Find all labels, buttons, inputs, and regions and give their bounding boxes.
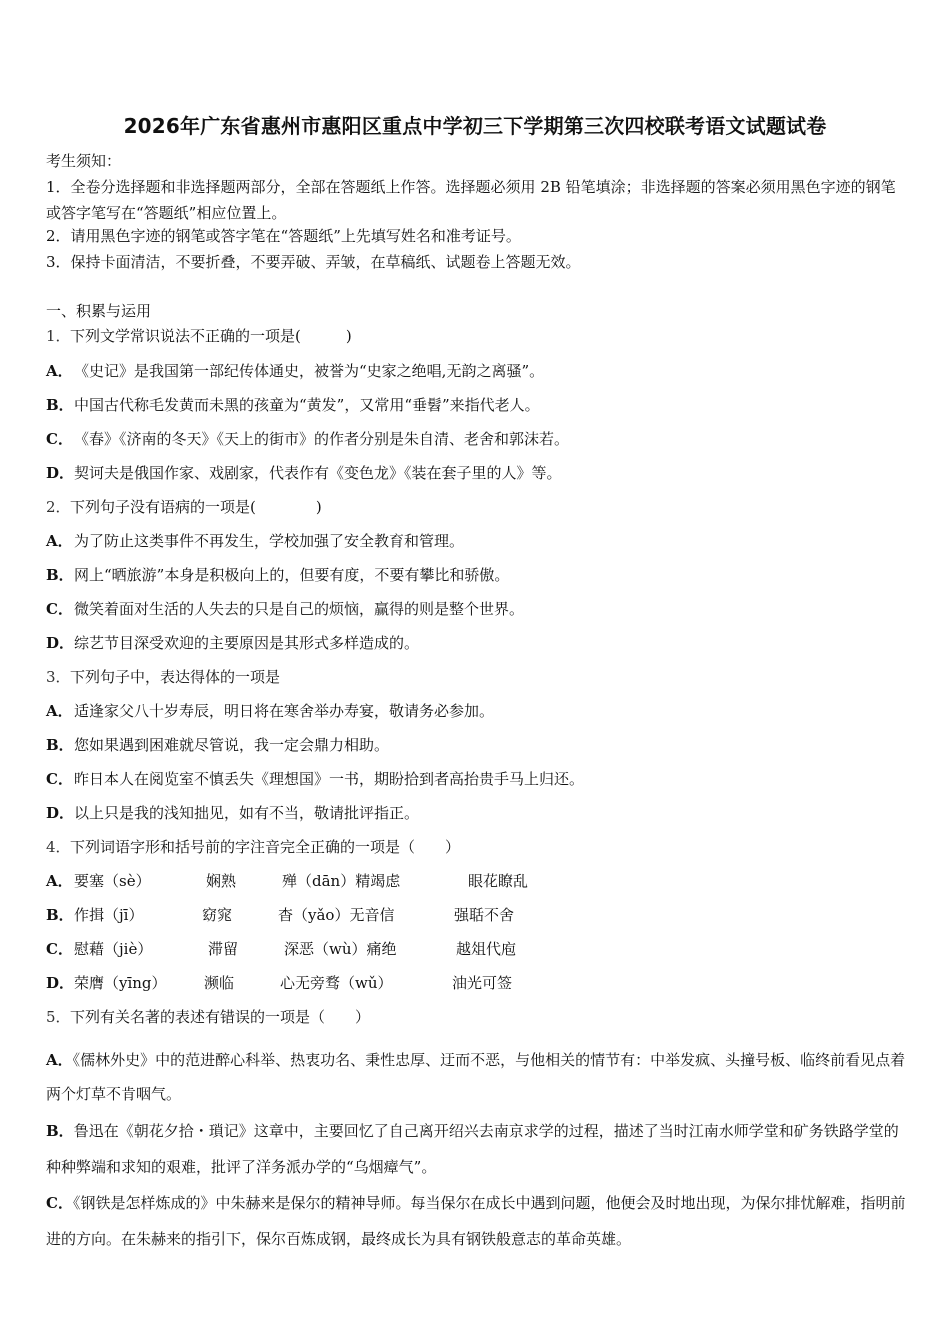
question-number: 5．	[46, 1008, 71, 1026]
question-text: 下列句子没有语病的一项是( )	[70, 498, 322, 516]
option-text: 鲁迅在《朝花夕拾・瑣记》这章中，主要回忆了自己离开绍兴去南京求学的过程，描述了当时江南水师学堂和矿务铁路学堂的种种弊端和求知的艰难，批评了洋务派办学的“乌烟瘴气”。	[46, 1122, 899, 1176]
option-text: 您如果遇到困难就尽管说，我一定会鼎力相助。	[74, 736, 390, 754]
question-3-option-d	[46, 804, 908, 822]
option-label: A．	[46, 532, 73, 550]
question-number: 2．	[46, 498, 71, 516]
question-1-option-a	[46, 362, 908, 380]
option-label: B．	[46, 1122, 74, 1140]
notice-heading: 考生须知：	[46, 152, 122, 170]
option-text: 昨日本人在阅览室不慎丢失《理想国》一书，期盼拾到者高抬贵手马上归还。	[74, 770, 585, 788]
question-text: 下列词语字形和括号前的字注音完全正确的一项是（ ）	[70, 838, 461, 856]
option-text: 为了防止这类事件不再发生，学校加强了安全教育和管理。	[74, 532, 465, 550]
word-group: 深恶（wù）痛绝	[284, 940, 397, 958]
word-group: 荣膺（yīng）	[74, 974, 167, 992]
question-5-option-c	[46, 1185, 908, 1257]
word-group: 慰藉（jiè）	[74, 940, 153, 958]
question-5-stem	[46, 1008, 908, 1026]
option-label: D．	[46, 634, 75, 652]
question-5-option-a	[46, 1043, 908, 1111]
option-label: A．	[46, 362, 73, 380]
question-2-stem	[46, 498, 908, 516]
option-label: C．	[46, 600, 73, 618]
option-text: 以上只是我的浅知拙见，如有不当，敬请批评指正。	[74, 804, 420, 822]
word-group: 心无旁骛（wǔ）	[280, 974, 393, 992]
option-label: B．	[46, 566, 74, 584]
question-3-option-c	[46, 770, 908, 788]
option-label: B．	[46, 906, 74, 924]
option-text: 网上“晒旅游”本身是积极向上的，但要有度，不要有攀比和骄傲。	[74, 566, 510, 584]
question-2-option-a	[46, 532, 908, 550]
option-label: C．	[46, 770, 73, 788]
word-group: 强聒不舍	[454, 906, 515, 924]
section-heading: 一、积累与运用	[46, 302, 152, 320]
option-label: C．	[46, 940, 73, 958]
word-group: 杳（yǎo）无音信	[278, 906, 395, 924]
option-label: D．	[46, 804, 75, 822]
question-4-option-b	[46, 906, 908, 924]
option-label: C．	[46, 1194, 73, 1212]
question-4-option-a	[46, 872, 908, 890]
option-text: 《史记》是我国第一部纪传体通史，被誉为“史家之绝唱,无韵之离骚”。	[74, 362, 545, 380]
question-3-stem	[46, 668, 908, 686]
option-label: B．	[46, 396, 74, 414]
option-label: A．	[46, 702, 73, 720]
question-number: 3．	[46, 668, 71, 686]
question-1-option-d	[46, 464, 908, 482]
option-text: 《春》《济南的冬天》《天上的街市》的作者分别是朱自清、老舍和郭沫若。	[74, 430, 570, 448]
question-text: 下列句子中，表达得体的一项是	[70, 668, 281, 686]
option-label: C．	[46, 430, 73, 448]
option-text: 综艺节目深受欢迎的主要原因是其形式多样造成的。	[74, 634, 420, 652]
exam-title: 2026年广东省惠州市惠阳区重点中学初三下学期第三次四校联考语文试题试卷	[123, 114, 827, 138]
option-text: 中国古代称毛发黄而未黑的孩童为“黄发”，又常用“垂髫”来指代老人。	[74, 396, 540, 414]
word-group: 越俎代庖	[456, 940, 517, 958]
option-text: 微笑着面对生活的人失去的只是自己的烦恼，赢得的则是整个世界。	[74, 600, 525, 618]
word-group: 眼花瞭乱	[468, 872, 529, 890]
word-group: 要塞（sè）	[74, 872, 151, 890]
option-text: 契诃夫是俄国作家、戏剧家，代表作有《变色龙》《装在套子里的人》等。	[74, 464, 562, 482]
notice-item-2: 2．请用黑色字迹的钢笔或答字笔在“答题纸”上先填写姓名和准考证号。	[46, 227, 521, 245]
question-5-option-b	[46, 1113, 908, 1185]
option-text: 《钢铁是怎样炼成的》中朱赫来是保尔的精神导师。每当保尔在成长中遇到问题，他便会及时地出现，为保尔排忧解难，指明前进的方向。在朱赫来的指引下，保尔百炼成钢，最终成长为具有钢铁般意志的革命英雄。	[46, 1194, 906, 1248]
question-3-option-a	[46, 702, 908, 720]
question-1-stem	[46, 327, 908, 345]
option-label: A．	[46, 1051, 73, 1069]
notice-item-1: 1．全卷分选择题和非选择题两部分，全部在答题纸上作答。选择题必须用 2B 铅笔填涂；非选择题的答案必须用黑色字迹的钢笔或答字笔写在“答题纸”相应位置上。	[46, 178, 896, 222]
option-label: B．	[46, 736, 74, 754]
question-1-option-b	[46, 396, 908, 414]
word-group: 作揖（jī）	[74, 906, 144, 924]
question-2-option-c	[46, 600, 908, 618]
word-group: 油光可签	[452, 974, 513, 992]
question-4-stem	[46, 838, 908, 856]
option-label: D．	[46, 974, 75, 992]
question-1-option-c	[46, 430, 908, 448]
word-group: 殚（dān）精竭虑	[282, 872, 401, 890]
question-text: 下列有关名著的表述有错误的一项是（ ）	[70, 1008, 371, 1026]
question-text: 下列文学常识说法不正确的一项是( )	[70, 327, 352, 345]
question-3-option-b	[46, 736, 908, 754]
word-group: 窈窕	[202, 906, 233, 924]
notice-item-3: 3．保持卡面清洁，不要折叠，不要弄破、弄皱，在草稿纸、试题卷上答题无效。	[46, 253, 581, 271]
option-label: A．	[46, 872, 73, 890]
question-4-option-d	[46, 974, 908, 992]
option-text: 《儒林外史》中的范进醉心科举、热衷功名、秉性忠厚、迂而不恶，与他相关的情节有：中举发疯、头撞号板、临终前看见点着两个灯草不肯咽气。	[46, 1051, 906, 1103]
question-4-option-c	[46, 940, 908, 958]
question-number: 1．	[46, 327, 71, 345]
question-2-option-b	[46, 566, 908, 584]
word-group: 娴熟	[206, 872, 237, 890]
question-2-option-d	[46, 634, 908, 652]
option-label: D．	[46, 464, 75, 482]
option-text: 适逢家父八十岁寿辰，明日将在寒舍举办寿宴，敬请务必参加。	[74, 702, 495, 720]
question-number: 4．	[46, 838, 71, 856]
word-group: 濒临	[204, 974, 235, 992]
word-group: 滞留	[208, 940, 239, 958]
